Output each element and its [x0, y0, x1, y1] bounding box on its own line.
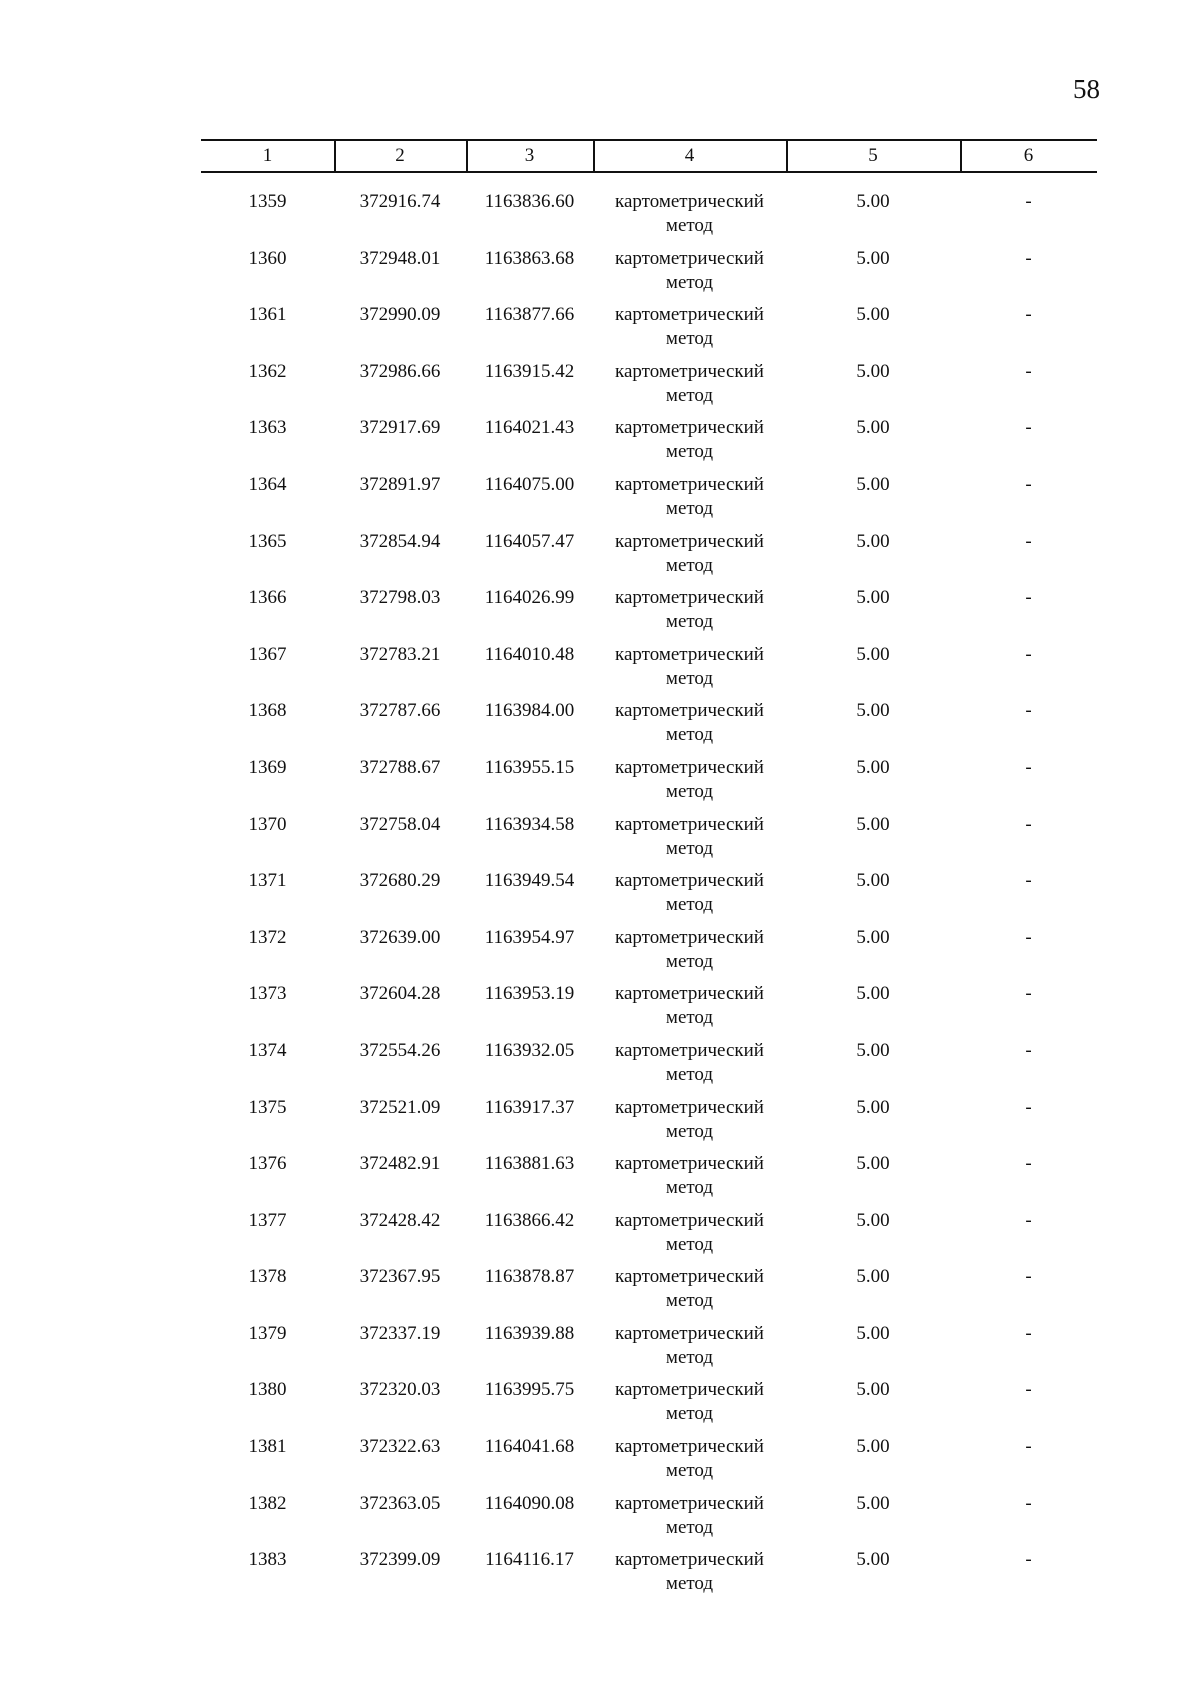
coord-x-cell: 372916.74: [359, 191, 441, 212]
method-line-2: метод: [665, 780, 714, 802]
point-number-cell: 1364: [248, 473, 287, 495]
point-number-cell: 1370: [248, 813, 287, 835]
table-row: [201, 586, 1097, 643]
method-line-2: метод: [665, 1233, 714, 1255]
coord-x-cell: 372399.09: [359, 1549, 441, 1571]
precision-cell: 5.00: [856, 417, 890, 439]
extra-cell: -: [1025, 1549, 1032, 1571]
precision-cell: 5.00: [856, 756, 890, 778]
precision-cell: 5.00: [856, 643, 890, 665]
point-number-cell: 1361: [248, 304, 287, 326]
method-cell: [593, 416, 786, 464]
extra-cell: -: [1025, 813, 1032, 835]
coord-y-cell: 1163984.00: [484, 700, 575, 722]
method-line-2: метод: [665, 1403, 714, 1425]
table-row: [201, 303, 1097, 360]
point-number-cell: 1382: [248, 1492, 287, 1514]
method-cell: [593, 473, 786, 521]
coord-y-cell: 1164026.99: [484, 587, 575, 609]
method-line-2: метод: [665, 1460, 714, 1482]
table-row: [201, 869, 1097, 926]
coord-y-cell: 1163954.97: [484, 926, 575, 948]
extra-cell: -: [1025, 587, 1032, 609]
method-line-1: картометрический: [615, 1379, 764, 1401]
method-line-2: метод: [665, 1516, 714, 1538]
coord-y-cell: 1163953.19: [484, 983, 575, 1005]
point-number-cell: 1378: [248, 1266, 287, 1288]
coord-y-cell: 1163866.42: [484, 1209, 575, 1231]
precision-cell: 5.00: [856, 1436, 890, 1458]
method-cell: [593, 530, 786, 578]
precision-cell: 5.00: [856, 870, 890, 892]
table-row: [201, 190, 1097, 247]
method-cell: [593, 1492, 786, 1540]
coord-y-cell: 1164057.47: [484, 530, 575, 552]
method-line-2: метод: [665, 1290, 714, 1312]
header-col-6: 6: [1023, 145, 1034, 166]
method-line-2: метод: [665, 441, 714, 463]
method-cell: [593, 1322, 786, 1370]
method-line-2: метод: [665, 950, 714, 972]
method-line-1: картометрический: [615, 926, 764, 948]
coord-x-cell: 372639.00: [359, 926, 441, 948]
header-col-4: 4: [684, 145, 695, 166]
table-row: [201, 530, 1097, 587]
method-line-1: картометрический: [615, 417, 764, 439]
method-cell: [593, 1548, 786, 1596]
precision-cell: 5.00: [856, 473, 890, 495]
method-cell: [593, 1435, 786, 1483]
method-cell: [593, 813, 786, 861]
method-line-1: картометрический: [615, 643, 764, 665]
method-line-2: метод: [665, 1063, 714, 1085]
extra-cell: -: [1025, 700, 1032, 722]
table-row: [201, 1265, 1097, 1322]
precision-cell: 5.00: [856, 1379, 890, 1401]
coord-x-cell: 372554.26: [359, 1039, 441, 1061]
coord-x-cell: 372322.63: [359, 1436, 441, 1458]
method-cell: [593, 1265, 786, 1313]
extra-cell: -: [1025, 360, 1032, 382]
coord-x-cell: 372758.04: [359, 813, 441, 835]
coord-x-cell: 372363.05: [359, 1492, 441, 1514]
coord-x-cell: 372783.21: [359, 643, 441, 665]
point-number-cell: 1377: [248, 1209, 287, 1231]
coord-x-cell: 372798.03: [359, 587, 441, 609]
method-cell: [593, 643, 786, 691]
coord-x-cell: 372320.03: [359, 1379, 441, 1401]
method-cell: [593, 360, 786, 408]
method-line-1: картометрический: [615, 191, 764, 212]
coord-y-cell: 1164041.68: [484, 1436, 575, 1458]
extra-cell: -: [1025, 1436, 1032, 1458]
coord-y-cell: 1164116.17: [485, 1549, 574, 1571]
table-row: [201, 982, 1097, 1039]
table-row: [201, 699, 1097, 756]
precision-cell: 5.00: [856, 1492, 890, 1514]
extra-cell: -: [1025, 983, 1032, 1005]
precision-cell: 5.00: [856, 587, 890, 609]
point-number-cell: 1359: [248, 191, 287, 212]
coord-y-cell: 1163995.75: [484, 1379, 575, 1401]
table-row: [201, 756, 1097, 813]
point-number-cell: 1383: [248, 1549, 287, 1571]
table-row: [201, 360, 1097, 417]
point-number-cell: 1368: [248, 700, 287, 722]
precision-cell: 5.00: [856, 1039, 890, 1061]
coord-y-cell: 1163949.54: [484, 870, 575, 892]
coord-y-cell: 1164075.00: [484, 473, 575, 495]
precision-cell: 5.00: [856, 1096, 890, 1118]
method-line-1: картометрический: [615, 1209, 764, 1231]
coord-y-cell: 1163939.88: [484, 1322, 575, 1344]
method-cell: [593, 1039, 786, 1087]
table-row: [201, 1492, 1097, 1549]
table-row: [201, 1322, 1097, 1379]
coord-x-cell: 372854.94: [359, 530, 441, 552]
table-row: [201, 247, 1097, 304]
coord-x-cell: 372948.01: [359, 247, 441, 269]
method-line-2: метод: [665, 667, 714, 689]
precision-cell: 5.00: [856, 1266, 890, 1288]
method-line-1: картометрический: [615, 304, 764, 326]
coord-x-cell: 372482.91: [359, 1153, 441, 1175]
coord-y-cell: 1163934.58: [484, 813, 575, 835]
precision-cell: 5.00: [856, 1549, 890, 1571]
coord-y-cell: 1164090.08: [484, 1492, 575, 1514]
method-line-1: картометрический: [615, 1322, 764, 1344]
method-cell: [593, 926, 786, 974]
extra-cell: -: [1025, 1039, 1032, 1061]
coord-x-cell: 372891.97: [359, 473, 441, 495]
table-row: [201, 926, 1097, 983]
method-line-1: картометрический: [615, 1039, 764, 1061]
method-line-1: картометрический: [615, 360, 764, 382]
extra-cell: -: [1025, 417, 1032, 439]
coord-y-cell: 1163917.37: [484, 1096, 575, 1118]
precision-cell: 5.00: [856, 360, 890, 382]
method-line-2: метод: [665, 384, 714, 406]
coord-y-cell: 1164021.43: [484, 417, 575, 439]
extra-cell: -: [1025, 1492, 1032, 1514]
method-cell: [593, 190, 786, 238]
table-header: [201, 139, 1097, 173]
method-line-2: метод: [665, 611, 714, 633]
coord-x-cell: 372680.29: [359, 870, 441, 892]
method-line-2: метод: [665, 215, 714, 236]
table-row: [201, 1548, 1097, 1605]
table-row: [201, 473, 1097, 530]
method-line-2: метод: [665, 1177, 714, 1199]
extra-cell: -: [1025, 1379, 1032, 1401]
table-row: [201, 416, 1097, 473]
coord-x-cell: 372428.42: [359, 1209, 441, 1231]
method-cell: [593, 869, 786, 917]
point-number-cell: 1371: [248, 870, 287, 892]
method-cell: [593, 1152, 786, 1200]
point-number-cell: 1374: [248, 1039, 287, 1061]
point-number-cell: 1379: [248, 1322, 287, 1344]
method-line-2: метод: [665, 1573, 714, 1595]
coord-y-cell: 1163877.66: [484, 304, 575, 326]
method-line-1: картометрический: [615, 983, 764, 1005]
method-line-1: картометрический: [615, 870, 764, 892]
coord-y-cell: 1163932.05: [484, 1039, 575, 1061]
coord-x-cell: 372787.66: [359, 700, 441, 722]
coord-x-cell: 372521.09: [359, 1096, 441, 1118]
method-cell: [593, 303, 786, 351]
precision-cell: 5.00: [856, 700, 890, 722]
method-cell: [593, 247, 786, 295]
extra-cell: -: [1025, 870, 1032, 892]
coord-y-cell: 1163955.15: [484, 756, 575, 778]
precision-cell: 5.00: [856, 1209, 890, 1231]
coord-y-cell: 1163915.42: [484, 360, 575, 382]
point-number-cell: 1366: [248, 587, 287, 609]
extra-cell: -: [1025, 643, 1032, 665]
method-line-2: метод: [665, 271, 714, 293]
coord-y-cell: 1164010.48: [484, 643, 575, 665]
precision-cell: 5.00: [856, 983, 890, 1005]
table-row: [201, 1378, 1097, 1435]
point-number-cell: 1363: [248, 417, 287, 439]
extra-cell: -: [1025, 473, 1032, 495]
extra-cell: -: [1025, 1266, 1032, 1288]
coord-x-cell: 372990.09: [359, 304, 441, 326]
point-number-cell: 1365: [248, 530, 287, 552]
precision-cell: 5.00: [856, 926, 890, 948]
point-number-cell: 1367: [248, 643, 287, 665]
method-line-2: метод: [665, 724, 714, 746]
method-line-1: картометрический: [615, 1266, 764, 1288]
point-number-cell: 1360: [248, 247, 287, 269]
method-line-2: метод: [665, 894, 714, 916]
header-col-1: 1: [262, 145, 273, 166]
precision-cell: 5.00: [856, 1153, 890, 1175]
method-line-1: картометрический: [615, 1492, 764, 1514]
method-line-1: картометрический: [615, 1549, 764, 1571]
method-line-1: картометрический: [615, 473, 764, 495]
table-row: [201, 1096, 1097, 1153]
extra-cell: -: [1025, 926, 1032, 948]
method-line-1: картометрический: [615, 1096, 764, 1118]
method-cell: [593, 1096, 786, 1144]
table-row: [201, 1435, 1097, 1492]
point-number-cell: 1376: [248, 1153, 287, 1175]
method-line-2: метод: [665, 497, 714, 519]
extra-cell: -: [1025, 1209, 1032, 1231]
coord-x-cell: 372917.69: [359, 417, 441, 439]
method-line-2: метод: [665, 837, 714, 859]
method-line-1: картометрический: [615, 530, 764, 552]
method-line-2: метод: [665, 1120, 714, 1142]
table-row: [201, 643, 1097, 700]
method-line-2: метод: [665, 1007, 714, 1029]
page-number: 58: [1073, 74, 1100, 104]
precision-cell: 5.00: [856, 813, 890, 835]
method-cell: [593, 1209, 786, 1257]
method-line-1: картометрический: [615, 1153, 764, 1175]
header-col-5: 5: [868, 145, 878, 166]
extra-cell: -: [1025, 247, 1032, 269]
method-line-2: метод: [665, 554, 714, 576]
coord-x-cell: 372367.95: [359, 1266, 441, 1288]
header-col-2: 2: [395, 145, 405, 166]
point-number-cell: 1375: [248, 1096, 287, 1118]
extra-cell: -: [1025, 756, 1032, 778]
coord-x-cell: 372986.66: [359, 360, 441, 382]
precision-cell: 5.00: [856, 304, 890, 326]
point-number-cell: 1373: [248, 983, 287, 1005]
method-cell: [593, 1378, 786, 1426]
extra-cell: -: [1025, 1322, 1032, 1344]
table-row: [201, 1152, 1097, 1209]
method-line-1: картометрический: [615, 247, 764, 269]
method-cell: [593, 586, 786, 634]
method-cell: [593, 756, 786, 804]
method-line-2: метод: [665, 1346, 714, 1368]
table-body: [201, 190, 1097, 1605]
method-line-2: метод: [665, 328, 714, 350]
header-col-3: 3: [524, 145, 535, 166]
coord-y-cell: 1163881.63: [484, 1153, 575, 1175]
extra-cell: -: [1025, 530, 1032, 552]
method-line-1: картометрический: [615, 587, 764, 609]
point-number-cell: 1369: [248, 756, 287, 778]
method-line-1: картометрический: [615, 1436, 764, 1458]
coord-y-cell: 1163863.68: [484, 247, 575, 269]
point-number-cell: 1380: [248, 1379, 287, 1401]
precision-cell: 5.00: [856, 247, 890, 269]
method-cell: [593, 699, 786, 747]
method-line-1: картометрический: [615, 756, 764, 778]
extra-cell: -: [1025, 1153, 1032, 1175]
precision-cell: 5.00: [856, 1322, 890, 1344]
method-line-1: картометрический: [615, 700, 764, 722]
table-row: [201, 1209, 1097, 1266]
point-number-cell: 1362: [248, 360, 287, 382]
coord-y-cell: 1163878.87: [484, 1266, 575, 1288]
extra-cell: -: [1025, 1096, 1032, 1118]
extra-cell: -: [1025, 191, 1032, 212]
precision-cell: 5.00: [856, 530, 890, 552]
extra-cell: -: [1025, 304, 1032, 326]
point-number-cell: 1372: [248, 926, 287, 948]
table-row: [201, 1039, 1097, 1096]
table-row: [201, 813, 1097, 870]
method-cell: [593, 982, 786, 1030]
method-line-1: картометрический: [615, 813, 764, 835]
point-number-cell: 1381: [248, 1436, 287, 1458]
coord-y-cell: 1163836.60: [484, 191, 575, 212]
precision-cell: 5.00: [856, 191, 890, 212]
coord-x-cell: 372788.67: [359, 756, 441, 778]
coord-x-cell: 372337.19: [359, 1322, 441, 1344]
coord-x-cell: 372604.28: [359, 983, 441, 1005]
